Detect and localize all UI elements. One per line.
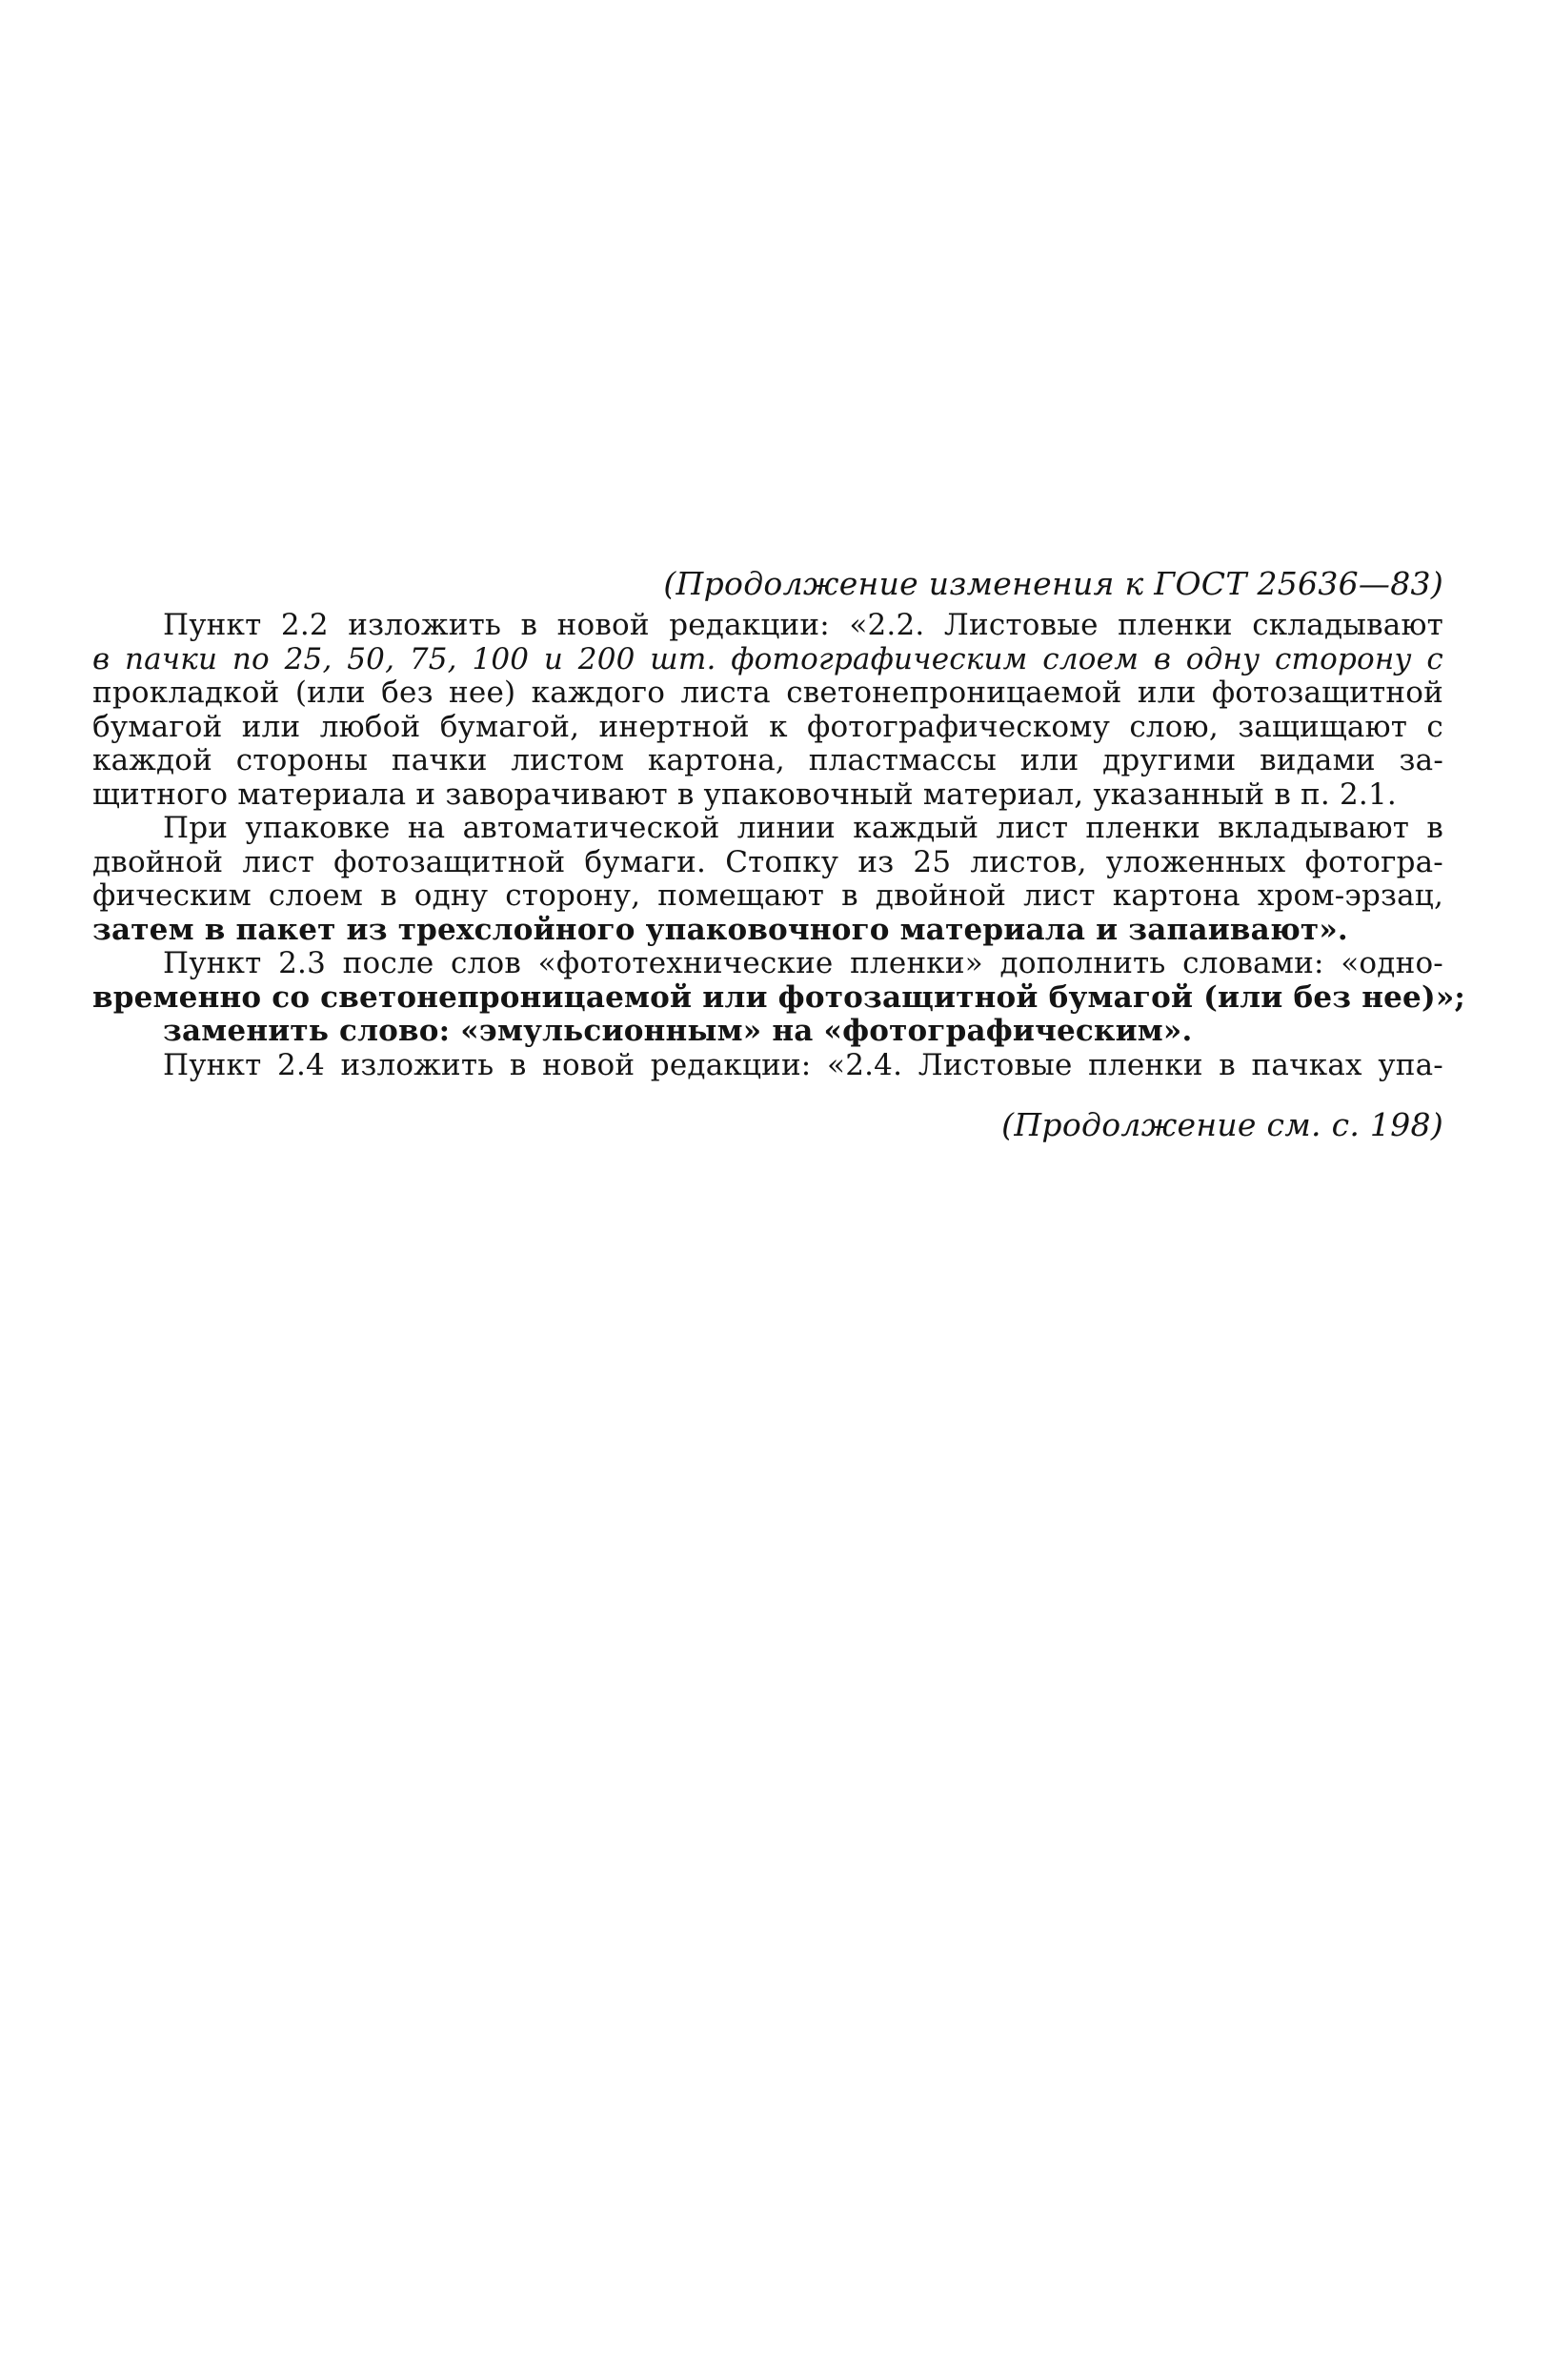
text-line-14: Пункт 2.4 изложить в новой редакции: «2.4. Листовые пленки в пачках упа-: [163, 1047, 1443, 1082]
continuation-footer: (Продолжение см. с. 198): [1001, 1106, 1443, 1143]
text-line-12: временно со светонепроницаемой или фотозащитной бумагой (или без нее)»;: [92, 979, 1466, 1015]
text-line-11: Пункт 2.3 после слов «фототехнические пленки» дополнить словами: «одно-: [163, 946, 1443, 980]
text-line-1: Пункт 2.2 изложить в новой редакции: «2.2. Листовые пленки складывают: [163, 608, 1443, 642]
text-line-9: фическим слоем в одну сторону, помещают в двойной лист картона хром-эрзац,: [92, 878, 1443, 913]
text-line-7: При упаковке на автоматической линии каждый лист пленки вкладывают в: [163, 811, 1443, 845]
text-line-8: двойной лист фотозащитной бумаги. Стопку из 25 листов, уложенных фотогра-: [92, 844, 1443, 879]
text-line-4: бумагой или любой бумагой, инертной к фотографическому слою, защищают с: [92, 709, 1443, 744]
body-text: [92, 608, 1466, 1082]
text-line-6: щитного материала и заворачивают в упаковочный материал, указанный в п. 2.1.: [92, 777, 1397, 812]
text-line-10: затем в пакет из трехслойного упаковочного материала и запаивают».: [92, 912, 1348, 947]
document-text-block: [92, 562, 1466, 1146]
text-line-2: в пачки по 25, 50, 75, 100 и 200 шт. фотографическим слоем в одну сторону с: [92, 641, 1443, 676]
continuation-header: (Продолжение изменения к ГОСТ 25636—83): [663, 565, 1443, 602]
text-line-13: заменить слово: «эмульсионным» на «фотографическим».: [163, 1014, 1193, 1048]
text-line-5: каждой стороны пачки листом картона, пластмассы или другими видами за-: [92, 743, 1443, 777]
text-line-3: прокладкой (или без нее) каждого листа светонепроницаемой или фотозащитной: [92, 676, 1443, 710]
